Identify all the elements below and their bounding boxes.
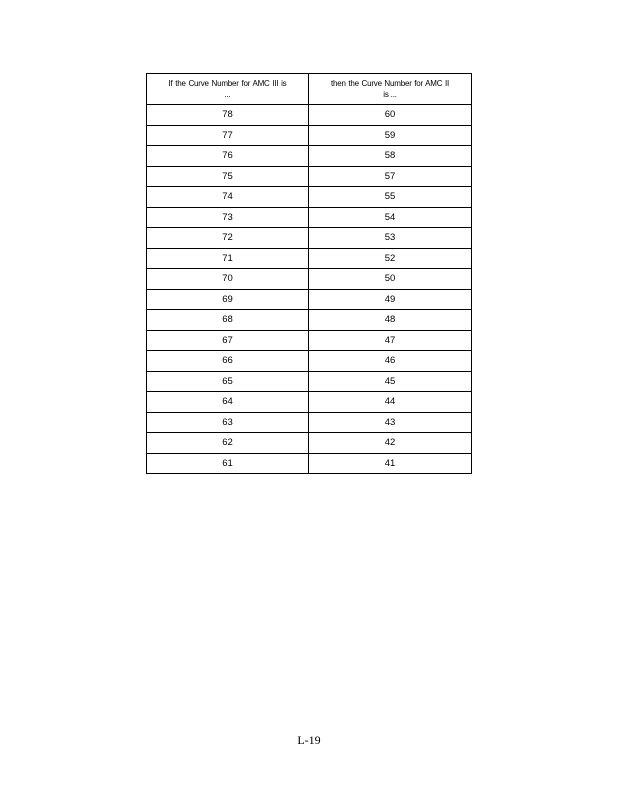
header-row — [147, 74, 472, 105]
amc-iii-cell: 77 — [147, 125, 309, 146]
amc-iii-cell: 67 — [147, 330, 309, 351]
table-row — [147, 125, 472, 146]
amc-ii-cell: 57 — [309, 166, 472, 187]
table-row — [147, 453, 472, 474]
amc-ii-cell: 49 — [309, 289, 472, 310]
amc-iii-cell: 64 — [147, 392, 309, 413]
table-row — [147, 351, 472, 372]
amc-ii-cell: 60 — [309, 105, 472, 126]
table-row — [147, 310, 472, 331]
amc-iii-cell: 74 — [147, 187, 309, 208]
amc-ii-cell: 41 — [309, 453, 472, 474]
amc-iii-cell: 69 — [147, 289, 309, 310]
amc-ii-cell: 42 — [309, 433, 472, 454]
table-header — [147, 74, 472, 105]
table-row — [147, 228, 472, 249]
amc-ii-cell: 44 — [309, 392, 472, 413]
table-row — [147, 207, 472, 228]
amc-ii-cell: 48 — [309, 310, 472, 331]
table-row — [147, 166, 472, 187]
amc-iii-cell: 71 — [147, 248, 309, 269]
amc-ii-cell: 43 — [309, 412, 472, 433]
amc-iii-cell: 61 — [147, 453, 309, 474]
amc-iii-cell: 66 — [147, 351, 309, 372]
amc-iii-cell: 78 — [147, 105, 309, 126]
amc-iii-cell: 70 — [147, 269, 309, 290]
amc-iii-cell: 73 — [147, 207, 309, 228]
amc-ii-cell: 45 — [309, 371, 472, 392]
table-row — [147, 146, 472, 167]
amc-ii-cell: 58 — [309, 146, 472, 167]
page-number: L-19 — [297, 733, 321, 747]
amc-ii-cell: 53 — [309, 228, 472, 249]
amc-ii-cell: 52 — [309, 248, 472, 269]
header-amc-ii — [309, 74, 472, 105]
amc-iii-cell: 62 — [147, 433, 309, 454]
amc-iii-cell: 76 — [147, 146, 309, 167]
table-row — [147, 187, 472, 208]
table-row — [147, 371, 472, 392]
table-row — [147, 392, 472, 413]
header-amc-iii-text: If the Curve Number for AMC III is ... — [168, 79, 287, 99]
amc-ii-cell: 46 — [309, 351, 472, 372]
header-amc-iii — [147, 74, 309, 105]
amc-ii-cell: 47 — [309, 330, 472, 351]
table-row — [147, 248, 472, 269]
amc-ii-cell: 55 — [309, 187, 472, 208]
amc-ii-cell: 59 — [309, 125, 472, 146]
table-row — [147, 105, 472, 126]
table-row — [147, 433, 472, 454]
amc-ii-cell: 54 — [309, 207, 472, 228]
amc-iii-cell: 68 — [147, 310, 309, 331]
curve-number-conversion-table — [146, 73, 472, 474]
table-row — [147, 412, 472, 433]
amc-iii-cell: 63 — [147, 412, 309, 433]
amc-iii-cell: 72 — [147, 228, 309, 249]
table-row — [147, 269, 472, 290]
amc-iii-cell: 75 — [147, 166, 309, 187]
table-row — [147, 289, 472, 310]
amc-ii-cell: 50 — [309, 269, 472, 290]
amc-iii-cell: 65 — [147, 371, 309, 392]
header-amc-ii-text: then the Curve Number for AMC II is ... — [331, 79, 449, 99]
table-body — [147, 105, 472, 474]
table-row — [147, 330, 472, 351]
